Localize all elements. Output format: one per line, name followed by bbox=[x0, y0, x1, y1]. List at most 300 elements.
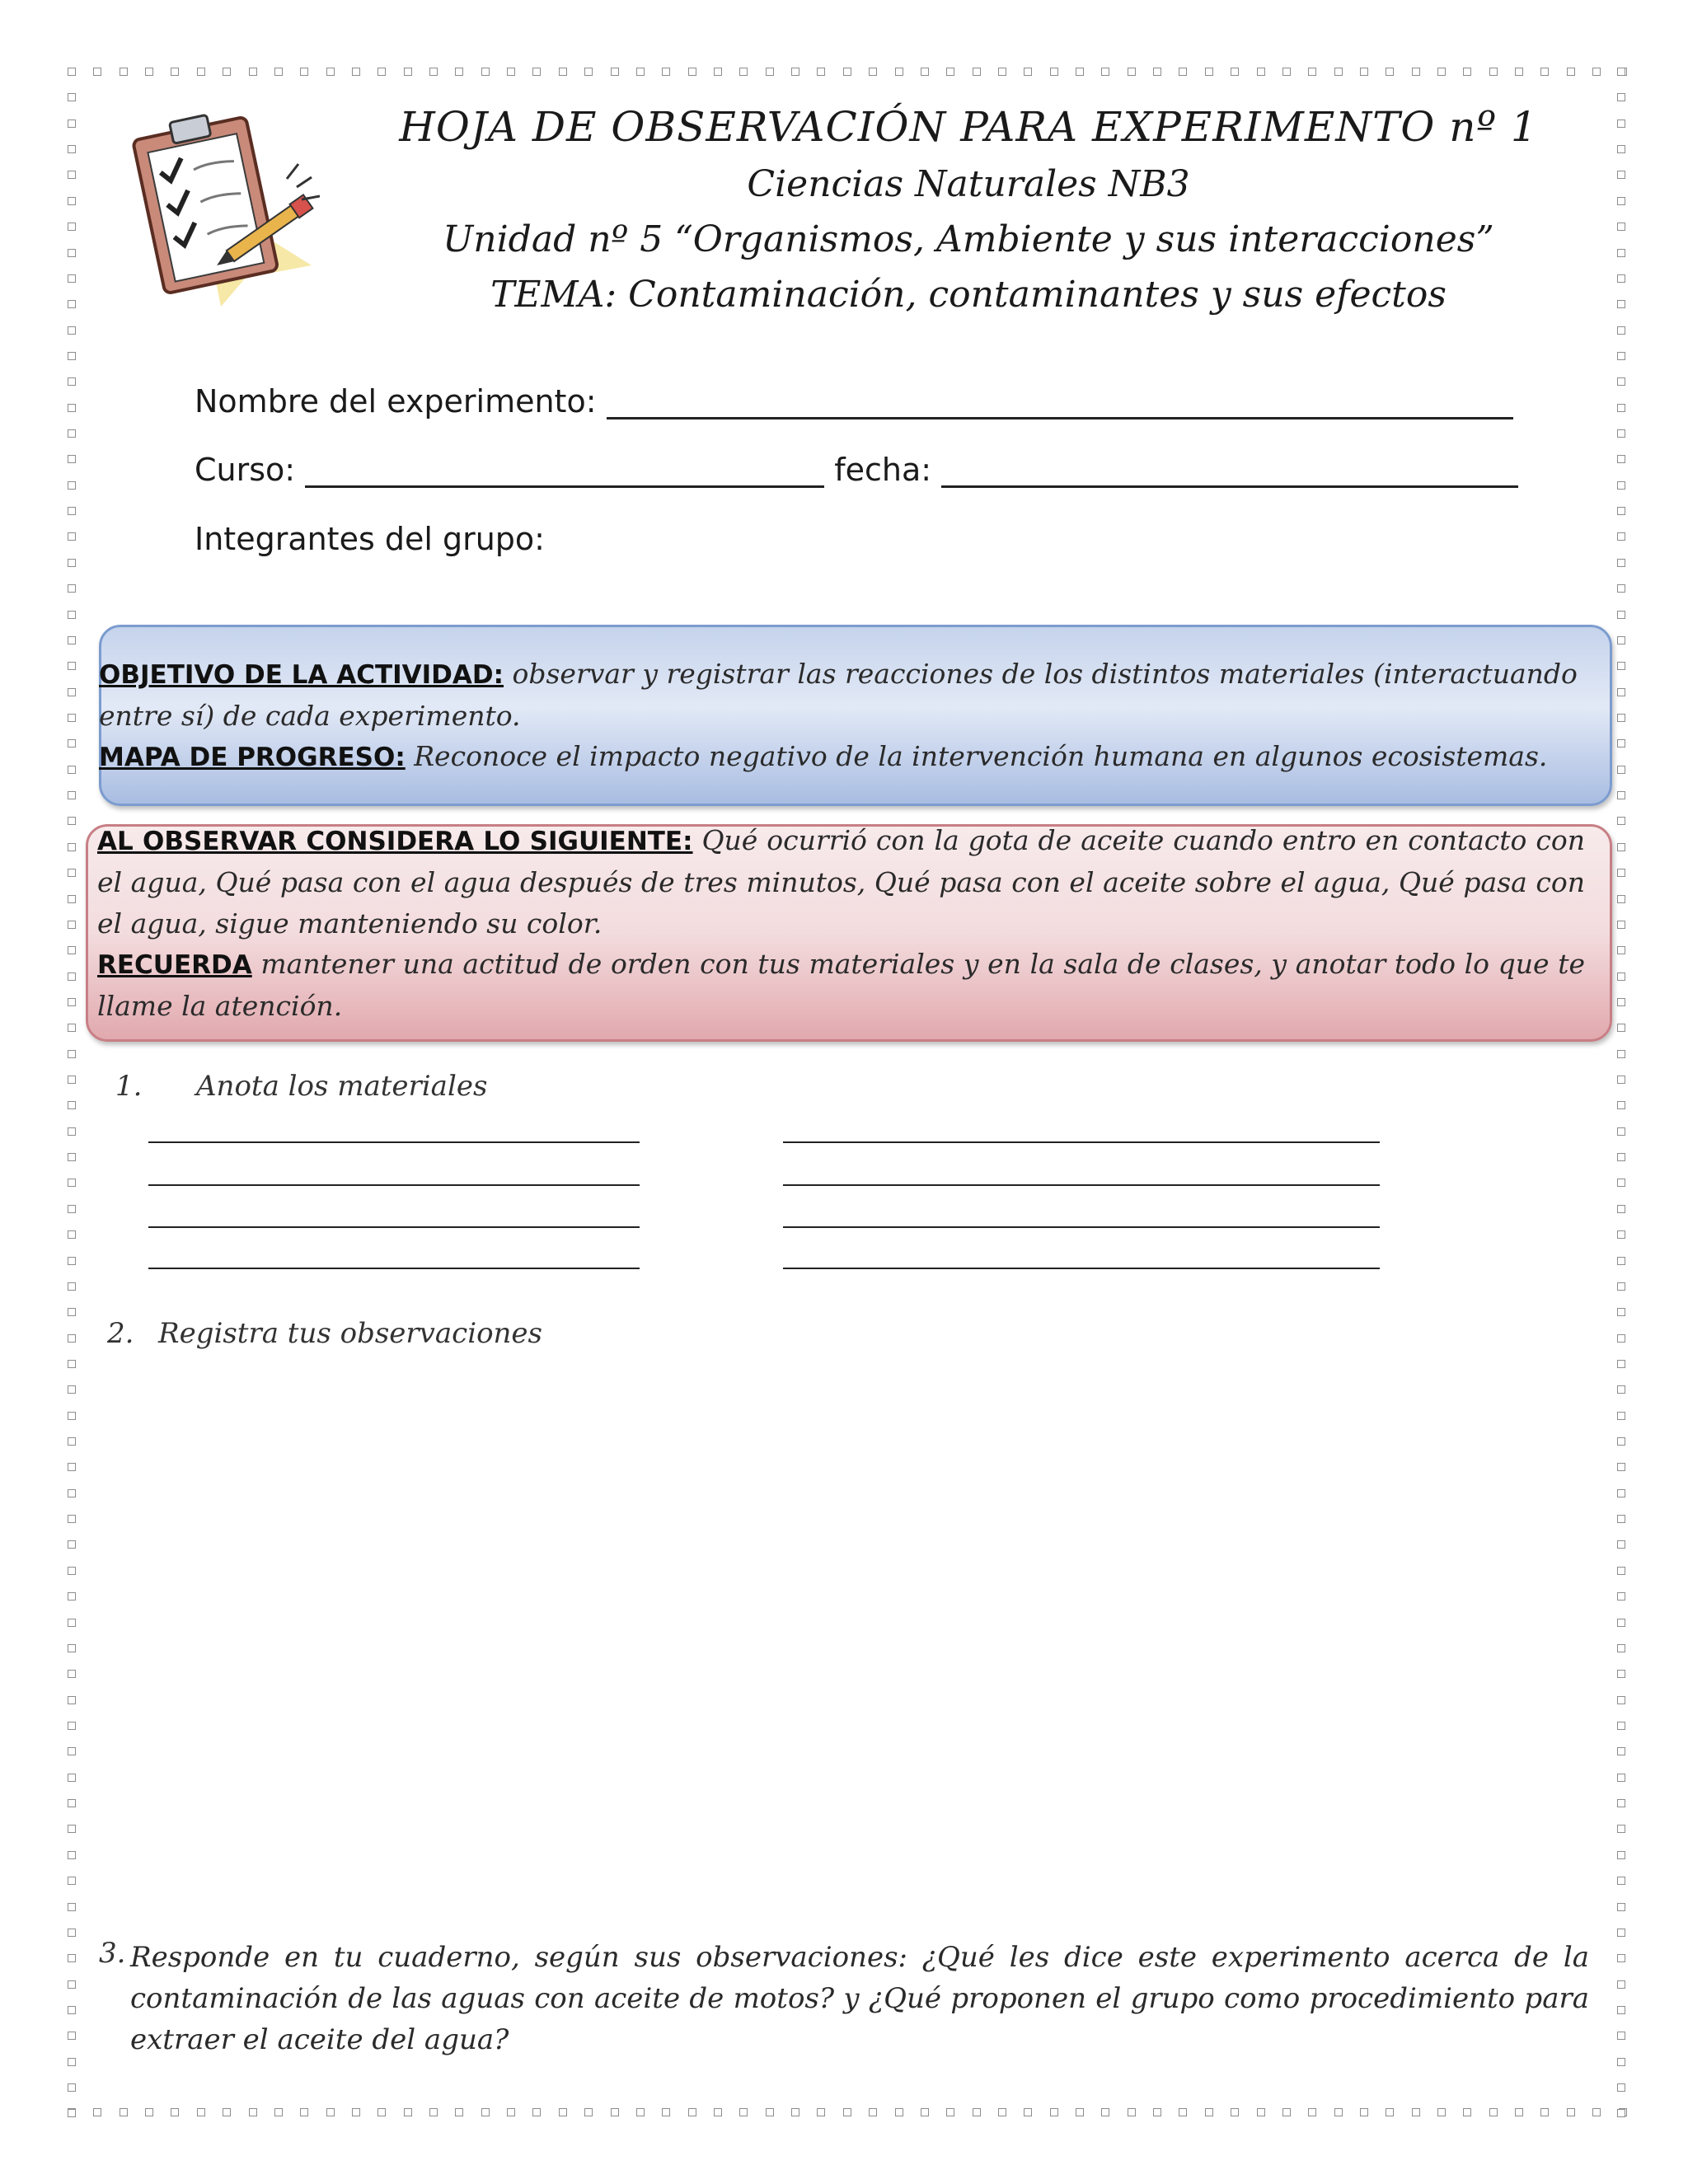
border-square bbox=[1617, 171, 1625, 179]
border-square bbox=[68, 1385, 76, 1394]
border-square bbox=[1617, 1463, 1625, 1471]
border-square bbox=[68, 611, 76, 619]
border-square bbox=[481, 68, 490, 76]
border-square bbox=[68, 120, 76, 128]
border-square bbox=[1617, 1024, 1625, 1032]
border-square bbox=[93, 68, 101, 76]
border-square bbox=[1617, 1929, 1625, 1937]
border-square bbox=[68, 300, 76, 308]
border-square bbox=[1617, 429, 1625, 438]
border-square bbox=[223, 2108, 231, 2116]
progress-label: MAPA DE PROGRESO: bbox=[99, 743, 406, 772]
border-square bbox=[68, 817, 76, 825]
clipboard-checklist-icon bbox=[122, 101, 320, 307]
question-1-text: Anota los materiales bbox=[196, 1070, 488, 1103]
materials-line[interactable] bbox=[148, 1184, 640, 1186]
border-square bbox=[1334, 2108, 1343, 2116]
border-square bbox=[68, 662, 76, 670]
border-square bbox=[1489, 2108, 1498, 2116]
subject-heading: Ciencias Naturales NB3 bbox=[747, 163, 1190, 205]
border-square bbox=[1617, 1619, 1625, 1627]
experiment-name-label: Nombre del experimento: bbox=[195, 383, 597, 419]
border-square bbox=[1617, 1050, 1625, 1058]
border-square bbox=[998, 68, 1006, 76]
border-square bbox=[1617, 1179, 1625, 1187]
border-square bbox=[1412, 2108, 1420, 2116]
border-square bbox=[249, 68, 257, 76]
border-square bbox=[1617, 1205, 1625, 1213]
border-square bbox=[68, 1929, 76, 1937]
border-square bbox=[1617, 2032, 1625, 2040]
border-square bbox=[895, 68, 903, 76]
border-square bbox=[404, 2108, 412, 2116]
border-square bbox=[68, 2058, 76, 2066]
border-square bbox=[68, 739, 76, 748]
border-square bbox=[1617, 1644, 1625, 1652]
border-square bbox=[68, 197, 76, 205]
border-square bbox=[1617, 377, 1625, 386]
remember-text: mantener una actitud de orden con tus materiales y en la sala de clases, y anotar todo lo que te llame la atención. bbox=[97, 948, 1585, 1022]
border-square bbox=[1617, 1954, 1625, 1962]
border-square bbox=[559, 68, 567, 76]
border-square bbox=[68, 998, 76, 1006]
border-square bbox=[68, 1903, 76, 1911]
border-square bbox=[68, 559, 76, 567]
border-square bbox=[68, 1540, 76, 1549]
border-square bbox=[1617, 1980, 1625, 1989]
border-square bbox=[455, 2108, 463, 2116]
border-square bbox=[869, 68, 877, 76]
border-square bbox=[120, 68, 128, 76]
border-square bbox=[68, 1179, 76, 1187]
border-square bbox=[611, 68, 619, 76]
border-square bbox=[1617, 1101, 1625, 1109]
border-square bbox=[791, 2108, 799, 2116]
border-square bbox=[1617, 68, 1625, 76]
border-square bbox=[1617, 2083, 1625, 2092]
border-square bbox=[636, 2108, 645, 2116]
border-square bbox=[1617, 688, 1625, 696]
border-square bbox=[1334, 68, 1343, 76]
border-square bbox=[1617, 93, 1625, 101]
border-square bbox=[869, 2108, 877, 2116]
border-square bbox=[1617, 1308, 1625, 1316]
border-square bbox=[300, 2108, 308, 2116]
border-square bbox=[68, 377, 76, 386]
border-square bbox=[1231, 2108, 1239, 2116]
border-square bbox=[68, 714, 76, 722]
border-square bbox=[1489, 68, 1498, 76]
border-square bbox=[1617, 1489, 1625, 1497]
border-square bbox=[1128, 68, 1136, 76]
border-square bbox=[714, 68, 722, 76]
materials-line[interactable] bbox=[148, 1141, 640, 1143]
border-square bbox=[1567, 2108, 1575, 2116]
border-square bbox=[274, 2108, 283, 2116]
border-square bbox=[68, 1515, 76, 1523]
border-square bbox=[1412, 68, 1420, 76]
border-square bbox=[68, 1127, 76, 1136]
border-square bbox=[1617, 1774, 1625, 1782]
border-square bbox=[1231, 68, 1239, 76]
border-square bbox=[326, 2108, 335, 2116]
border-square bbox=[68, 1205, 76, 1213]
border-square bbox=[584, 2108, 593, 2116]
border-square bbox=[68, 843, 76, 851]
border-square bbox=[68, 1954, 76, 1962]
border-square bbox=[68, 1825, 76, 1833]
border-square bbox=[1617, 481, 1625, 490]
border-square bbox=[973, 2108, 981, 2116]
border-bottom bbox=[68, 2108, 1627, 2118]
border-square bbox=[68, 1644, 76, 1652]
border-square bbox=[223, 68, 231, 76]
border-square bbox=[274, 68, 283, 76]
border-square bbox=[197, 2108, 205, 2116]
border-square bbox=[921, 2108, 929, 2116]
border-square bbox=[68, 1696, 76, 1704]
border-square bbox=[1617, 1153, 1625, 1161]
border-square bbox=[1617, 1903, 1625, 1911]
border-square bbox=[1617, 1412, 1625, 1420]
objective-paragraph bbox=[99, 654, 1595, 737]
border-square bbox=[1617, 145, 1625, 153]
border-square bbox=[68, 2006, 76, 2014]
question-3-number: 3. bbox=[99, 1937, 126, 1970]
border-square bbox=[68, 326, 76, 335]
border-right bbox=[1617, 68, 1627, 2118]
border-square bbox=[1617, 559, 1625, 567]
border-square bbox=[352, 68, 360, 76]
border-square bbox=[1128, 2108, 1136, 2116]
border-square bbox=[68, 2083, 76, 2092]
unit-heading: Unidad nº 5 “Organismos, Ambiente y sus interacciones” bbox=[443, 218, 1494, 260]
border-square bbox=[68, 1774, 76, 1782]
border-square bbox=[68, 1799, 76, 1807]
border-square bbox=[1617, 972, 1625, 981]
border-square bbox=[68, 1257, 76, 1265]
border-square bbox=[68, 895, 76, 903]
border-square bbox=[68, 68, 76, 76]
border-square bbox=[68, 1567, 76, 1575]
border-square bbox=[68, 1360, 76, 1368]
border-square bbox=[739, 68, 748, 76]
border-square bbox=[1617, 766, 1625, 774]
border-square bbox=[532, 2108, 541, 2116]
border-square bbox=[1076, 68, 1084, 76]
border-square bbox=[68, 1670, 76, 1678]
border-square bbox=[973, 68, 981, 76]
border-square bbox=[1617, 1696, 1625, 1704]
border-square bbox=[68, 1308, 76, 1316]
materials-line[interactable] bbox=[783, 1226, 1380, 1228]
date-blank[interactable] bbox=[941, 456, 1518, 488]
border-square bbox=[171, 68, 179, 76]
border-square bbox=[1076, 2108, 1084, 2116]
consider-text: Qué ocurrió con la gota de aceite cuando entro en contacto con el agua, Qué pasa con el agua después de tres minutos, Qué pasa con el aceite sobre el agua, Qué pasa con el agua, sigue manteniendo su color. bbox=[97, 824, 1585, 940]
border-square bbox=[1540, 68, 1549, 76]
border-square bbox=[1050, 2108, 1058, 2116]
border-square bbox=[843, 68, 851, 76]
border-square bbox=[1101, 2108, 1109, 2116]
border-square bbox=[429, 68, 438, 76]
border-square bbox=[68, 1101, 76, 1109]
border-square bbox=[1024, 68, 1032, 76]
border-square bbox=[636, 68, 645, 76]
border-square bbox=[1437, 2108, 1446, 2116]
border-square bbox=[171, 2108, 179, 2116]
border-square bbox=[1617, 998, 1625, 1006]
border-square bbox=[68, 429, 76, 438]
border-square bbox=[662, 2108, 670, 2116]
border-square bbox=[68, 584, 76, 593]
border-square bbox=[145, 2108, 153, 2116]
border-square bbox=[1617, 2109, 1625, 2117]
border-square bbox=[1617, 817, 1625, 825]
border-square bbox=[1257, 68, 1265, 76]
border-square bbox=[1617, 352, 1625, 360]
border-square bbox=[1617, 636, 1625, 644]
border-square bbox=[1050, 68, 1058, 76]
border-square bbox=[1617, 584, 1625, 593]
border-square bbox=[1617, 326, 1625, 335]
border-square bbox=[1463, 2108, 1471, 2116]
border-square bbox=[68, 1980, 76, 1989]
border-square bbox=[68, 481, 76, 490]
border-square bbox=[507, 2108, 515, 2116]
border-square bbox=[1617, 739, 1625, 748]
border-square bbox=[1617, 1076, 1625, 1084]
border-square bbox=[1205, 2108, 1213, 2116]
border-square bbox=[68, 2109, 76, 2117]
border-square bbox=[68, 1282, 76, 1291]
border-square bbox=[68, 223, 76, 231]
border-square bbox=[998, 2108, 1006, 2116]
border-square bbox=[404, 68, 412, 76]
border-square bbox=[1617, 1877, 1625, 1885]
question-2-number: 2. bbox=[107, 1317, 134, 1350]
border-square bbox=[1617, 2058, 1625, 2066]
border-square bbox=[68, 507, 76, 515]
border-top bbox=[68, 68, 1627, 77]
border-square bbox=[1617, 300, 1625, 308]
consider-label: AL OBSERVAR CONSIDERA LO SIGUIENTE: bbox=[97, 827, 693, 856]
border-square bbox=[1617, 611, 1625, 619]
border-square bbox=[68, 1722, 76, 1730]
border-square bbox=[68, 1877, 76, 1885]
border-square bbox=[1617, 249, 1625, 257]
progress-text: Reconoce el impacto negativo de la intervención humana en algunos ecosistemas. bbox=[405, 740, 1548, 772]
border-square bbox=[68, 2032, 76, 2040]
border-square bbox=[791, 68, 799, 76]
border-square bbox=[1617, 1670, 1625, 1678]
border-square bbox=[68, 1437, 76, 1446]
border-square bbox=[1617, 455, 1625, 463]
border-square bbox=[1617, 120, 1625, 128]
border-square bbox=[93, 2108, 101, 2116]
border-square bbox=[68, 921, 76, 929]
border-square bbox=[1617, 1360, 1625, 1368]
border-square bbox=[1617, 1127, 1625, 1136]
border-square bbox=[611, 2108, 619, 2116]
border-square bbox=[1282, 68, 1291, 76]
border-square bbox=[1515, 2108, 1523, 2116]
border-square bbox=[68, 1024, 76, 1032]
border-square bbox=[1617, 1257, 1625, 1265]
border-square bbox=[1617, 1592, 1625, 1601]
border-square bbox=[817, 68, 825, 76]
border-square bbox=[739, 2108, 748, 2116]
border-square bbox=[1617, 532, 1625, 541]
consider-paragraph bbox=[97, 820, 1585, 944]
border-square bbox=[68, 636, 76, 644]
border-square bbox=[1101, 68, 1109, 76]
border-square bbox=[120, 2108, 128, 2116]
experiment-name-field bbox=[195, 383, 1513, 419]
border-square bbox=[300, 68, 308, 76]
border-square bbox=[68, 946, 76, 954]
border-square bbox=[68, 1076, 76, 1084]
border-square bbox=[584, 68, 593, 76]
border-square bbox=[68, 1412, 76, 1420]
page-title: HOJA DE OBSERVACIÓN PARA EXPERIMENTO nº 1 bbox=[399, 103, 1538, 151]
border-square bbox=[68, 766, 76, 774]
border-square bbox=[68, 274, 76, 283]
materials-line[interactable] bbox=[148, 1268, 640, 1269]
border-square bbox=[1617, 714, 1625, 722]
border-square bbox=[68, 1489, 76, 1497]
border-square bbox=[68, 1230, 76, 1239]
border-square bbox=[68, 688, 76, 696]
border-square bbox=[68, 249, 76, 257]
border-square bbox=[946, 68, 954, 76]
border-square bbox=[1617, 404, 1625, 412]
materials-line[interactable] bbox=[783, 1141, 1380, 1143]
border-square bbox=[481, 2108, 490, 2116]
border-square bbox=[1617, 1230, 1625, 1239]
border-square bbox=[895, 2108, 903, 2116]
border-square bbox=[1617, 1825, 1625, 1833]
materials-line[interactable] bbox=[148, 1226, 640, 1228]
border-square bbox=[1592, 2108, 1601, 2116]
border-square bbox=[68, 1747, 76, 1755]
course-label: Curso: bbox=[195, 452, 296, 488]
border-square bbox=[1205, 68, 1213, 76]
topic-heading: TEMA: Contaminación, contaminantes y sus efectos bbox=[490, 274, 1447, 316]
border-square bbox=[1617, 507, 1625, 515]
border-square bbox=[1463, 68, 1471, 76]
border-square bbox=[1617, 895, 1625, 903]
border-square bbox=[1386, 68, 1394, 76]
objective-text: observar y registrar las reacciones de los distintos materiales (interactuando entre sí) de cada experimento. bbox=[99, 658, 1578, 732]
border-square bbox=[843, 2108, 851, 2116]
border-square bbox=[145, 68, 153, 76]
border-square bbox=[1617, 662, 1625, 670]
border-square bbox=[1360, 2108, 1368, 2116]
border-square bbox=[921, 68, 929, 76]
border-square bbox=[688, 68, 696, 76]
border-square bbox=[1282, 2108, 1291, 2116]
border-square bbox=[1308, 68, 1316, 76]
border-square bbox=[429, 2108, 438, 2116]
border-square bbox=[68, 1619, 76, 1627]
border-square bbox=[1617, 197, 1625, 205]
border-square bbox=[532, 68, 541, 76]
group-members-label: Integrantes del grupo: bbox=[195, 521, 545, 557]
border-square bbox=[1179, 2108, 1187, 2116]
border-square bbox=[1617, 869, 1625, 877]
border-square bbox=[1386, 2108, 1394, 2116]
border-square bbox=[1153, 68, 1161, 76]
border-square bbox=[1617, 1799, 1625, 1807]
materials-line[interactable] bbox=[783, 1184, 1380, 1186]
border-square bbox=[766, 68, 774, 76]
border-square bbox=[1617, 843, 1625, 851]
border-square bbox=[1617, 1282, 1625, 1291]
border-left bbox=[68, 68, 77, 2118]
remember-paragraph bbox=[97, 944, 1585, 1027]
border-square bbox=[352, 2108, 360, 2116]
border-square bbox=[1360, 68, 1368, 76]
border-square bbox=[68, 1592, 76, 1601]
remember-label: RECUERDA bbox=[97, 950, 252, 980]
border-square bbox=[249, 2108, 257, 2116]
border-square bbox=[1153, 2108, 1161, 2116]
border-square bbox=[68, 1153, 76, 1161]
objective-label: OBJETIVO DE LA ACTIVIDAD: bbox=[99, 660, 504, 690]
border-square bbox=[1617, 274, 1625, 283]
border-square bbox=[714, 2108, 722, 2116]
border-square bbox=[1617, 946, 1625, 954]
border-square bbox=[1617, 1385, 1625, 1394]
border-square bbox=[68, 93, 76, 101]
border-square bbox=[1617, 1515, 1625, 1523]
border-square bbox=[68, 1334, 76, 1343]
question-2-text: Registra tus observaciones bbox=[158, 1317, 543, 1350]
border-square bbox=[1515, 68, 1523, 76]
border-square bbox=[1257, 2108, 1265, 2116]
border-square bbox=[559, 2108, 567, 2116]
border-square bbox=[1617, 2006, 1625, 2014]
border-square bbox=[688, 2108, 696, 2116]
border-square bbox=[1024, 2108, 1032, 2116]
border-square bbox=[68, 404, 76, 412]
border-square bbox=[1617, 1722, 1625, 1730]
experiment-name-blank[interactable] bbox=[607, 387, 1513, 419]
course-date-field bbox=[195, 452, 1518, 488]
border-square bbox=[766, 2108, 774, 2116]
border-square bbox=[68, 145, 76, 153]
border-square bbox=[68, 1050, 76, 1058]
border-square bbox=[326, 68, 335, 76]
border-square bbox=[377, 68, 386, 76]
border-square bbox=[68, 869, 76, 877]
materials-line[interactable] bbox=[783, 1268, 1380, 1269]
border-square bbox=[1567, 68, 1575, 76]
question-3-text: Responde en tu cuaderno, según sus observaciones: ¿Qué les dice este experimento acerca de la contaminación de las aguas con aceite de motos? y ¿Qué proponen el grupo como procedimiento para extraer el aceite del agua? bbox=[130, 1941, 1589, 2056]
border-square bbox=[1617, 791, 1625, 799]
border-square bbox=[68, 791, 76, 799]
observations-area[interactable] bbox=[107, 1368, 1591, 1929]
border-square bbox=[68, 455, 76, 463]
course-blank[interactable] bbox=[305, 456, 824, 488]
date-label: fecha: bbox=[834, 452, 932, 488]
border-square bbox=[1617, 1747, 1625, 1755]
border-square bbox=[507, 68, 515, 76]
border-square bbox=[662, 68, 670, 76]
border-square bbox=[817, 2108, 825, 2116]
border-square bbox=[1179, 68, 1187, 76]
